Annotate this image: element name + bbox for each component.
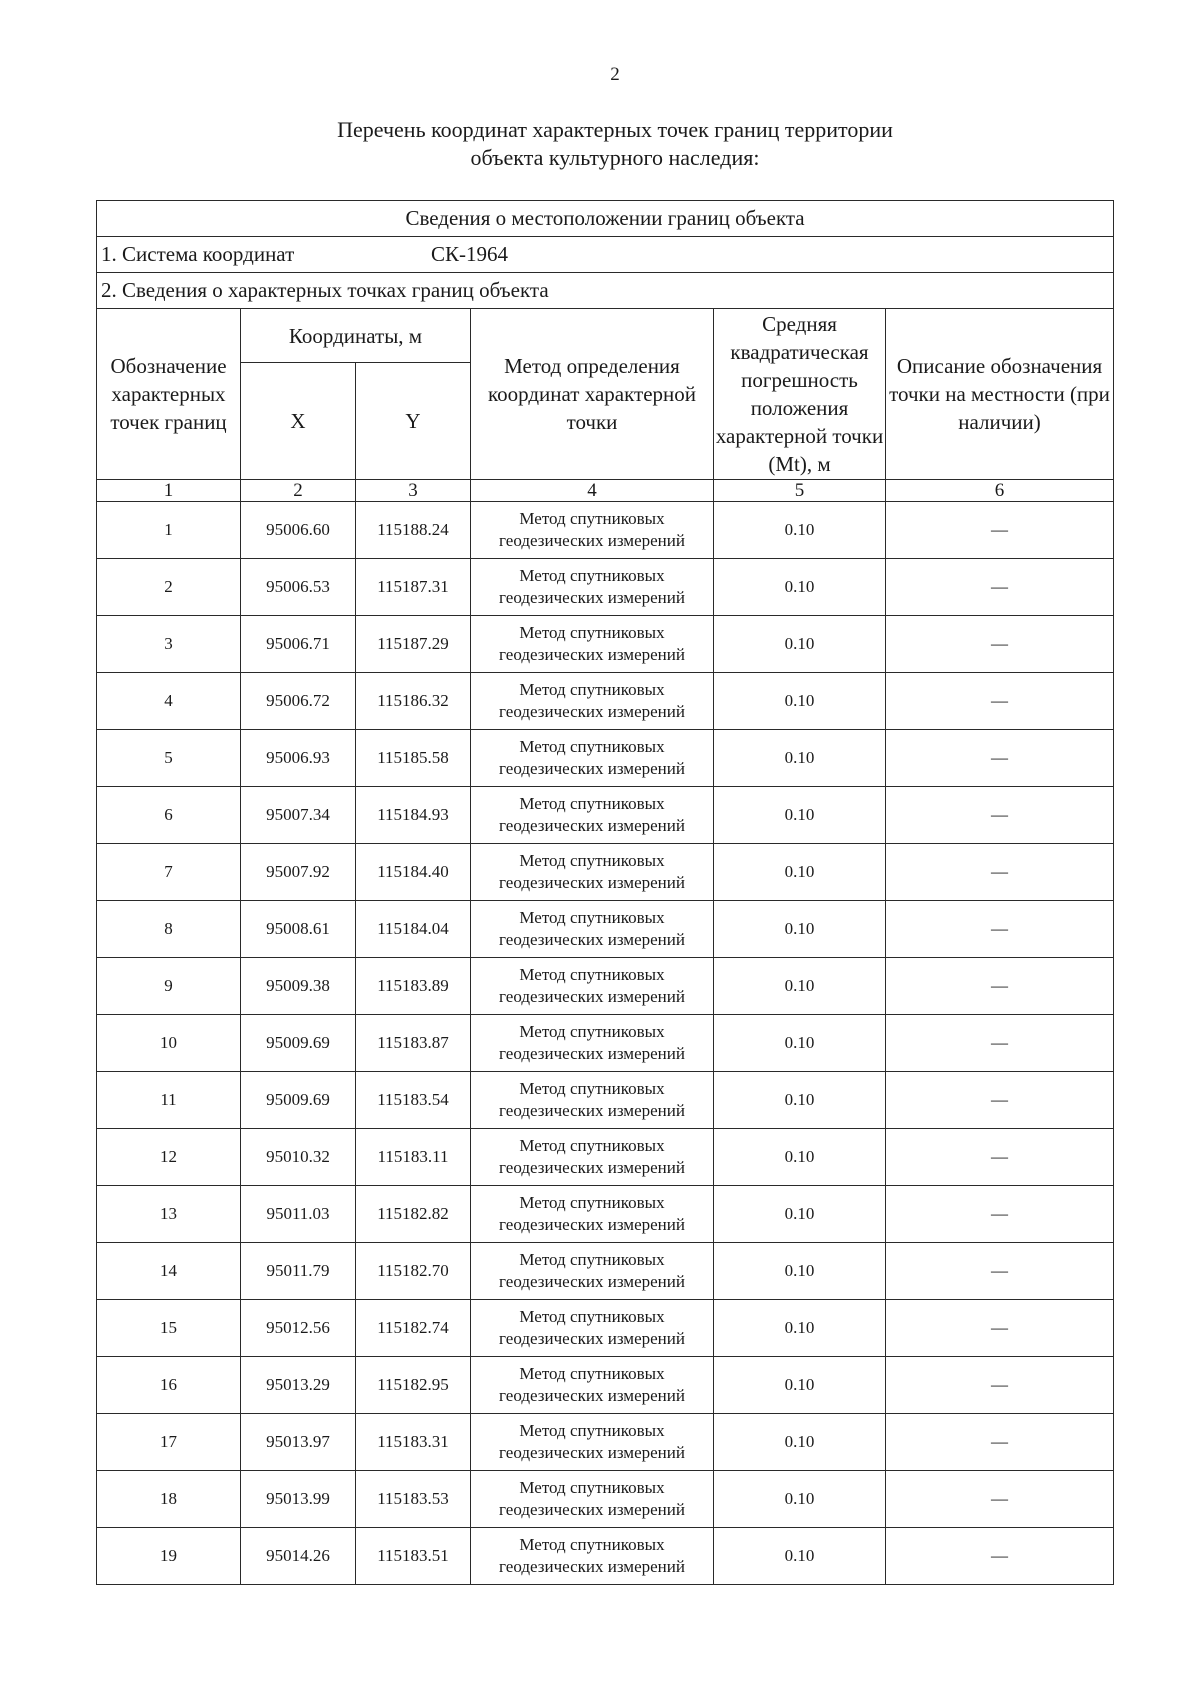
y-coordinate-cell: 115182.95 (356, 1357, 471, 1414)
description-cell: — (886, 1186, 1114, 1243)
description-cell: — (886, 730, 1114, 787)
column-number: 3 (356, 480, 471, 502)
point-number-cell: 11 (97, 1072, 241, 1129)
description-cell: — (886, 844, 1114, 901)
method-cell: Метод спутниковых геодезических измерений (471, 616, 714, 673)
point-number-cell: 4 (97, 673, 241, 730)
table-row (97, 844, 1114, 901)
table-row (97, 1015, 1114, 1072)
y-coordinate-cell: 115185.58 (356, 730, 471, 787)
mean-error-cell: 0.10 (714, 1414, 886, 1471)
points-section-label: 2. Сведения о характерных точках границ объекта (97, 273, 1114, 309)
points-section-row (97, 273, 1114, 309)
description-cell: — (886, 1414, 1114, 1471)
table-row (97, 1528, 1114, 1585)
y-coordinate-cell: 115182.74 (356, 1300, 471, 1357)
method-cell: Метод спутниковых геодезических измерений (471, 559, 714, 616)
y-coordinate-cell: 115184.40 (356, 844, 471, 901)
column-number: 4 (471, 480, 714, 502)
description-cell: — (886, 1015, 1114, 1072)
mean-error-cell: 0.10 (714, 1528, 886, 1585)
y-coordinate-cell: 115182.70 (356, 1243, 471, 1300)
table-row (97, 1414, 1114, 1471)
point-number-cell: 10 (97, 1015, 241, 1072)
header-method: Метод определения координат характерной точки (471, 309, 714, 480)
column-number: 5 (714, 480, 886, 502)
y-coordinate-cell: 115183.89 (356, 958, 471, 1015)
mean-error-cell: 0.10 (714, 502, 886, 559)
y-coordinate-cell: 115186.32 (356, 673, 471, 730)
point-number-cell: 7 (97, 844, 241, 901)
method-cell: Метод спутниковых геодезических измерений (471, 901, 714, 958)
y-coordinate-cell: 115183.53 (356, 1471, 471, 1528)
x-coordinate-cell: 95014.26 (241, 1528, 356, 1585)
description-cell: — (886, 673, 1114, 730)
x-coordinate-cell: 95006.72 (241, 673, 356, 730)
x-coordinate-cell: 95007.92 (241, 844, 356, 901)
point-number-cell: 19 (97, 1528, 241, 1585)
mean-error-cell: 0.10 (714, 1471, 886, 1528)
section-title: Сведения о местоположении границ объекта (97, 201, 1114, 237)
table-row (97, 730, 1114, 787)
x-coordinate-cell: 95013.99 (241, 1471, 356, 1528)
mean-error-cell: 0.10 (714, 1186, 886, 1243)
table-row (97, 1129, 1114, 1186)
table-row (97, 958, 1114, 1015)
coordinate-system-value: СК-1964 (431, 242, 509, 266)
x-coordinate-cell: 95009.69 (241, 1072, 356, 1129)
mean-error-cell: 0.10 (714, 1300, 886, 1357)
y-coordinate-cell: 115184.93 (356, 787, 471, 844)
method-cell: Метод спутниковых геодезических измерений (471, 1300, 714, 1357)
method-cell: Метод спутниковых геодезических измерений (471, 1414, 714, 1471)
method-cell: Метод спутниковых геодезических измерений (471, 1243, 714, 1300)
point-number-cell: 12 (97, 1129, 241, 1186)
coordinate-system-row (97, 237, 1114, 273)
description-cell: — (886, 502, 1114, 559)
mean-error-cell: 0.10 (714, 1129, 886, 1186)
method-cell: Метод спутниковых геодезических измерений (471, 1186, 714, 1243)
coordinate-system-label: 1. Система координат (101, 242, 295, 266)
x-coordinate-cell: 95006.71 (241, 616, 356, 673)
x-coordinate-cell: 95006.53 (241, 559, 356, 616)
header-point-designation: Обозначение характерных точек границ (97, 309, 241, 480)
point-number-cell: 5 (97, 730, 241, 787)
header-description: Описание обозначения точки на местности (при наличии) (886, 309, 1114, 480)
x-coordinate-cell: 95013.97 (241, 1414, 356, 1471)
y-coordinate-cell: 115183.11 (356, 1129, 471, 1186)
method-cell: Метод спутниковых геодезических измерений (471, 673, 714, 730)
description-cell: — (886, 1243, 1114, 1300)
y-coordinate-cell: 115183.87 (356, 1015, 471, 1072)
point-number-cell: 2 (97, 559, 241, 616)
table-row (97, 787, 1114, 844)
description-cell: — (886, 1471, 1114, 1528)
mean-error-cell: 0.10 (714, 730, 886, 787)
method-cell: Метод спутниковых геодезических измерений (471, 1129, 714, 1186)
x-coordinate-cell: 95008.61 (241, 901, 356, 958)
header-mean-error: Средняя квадратическая погрешность положения характерной точки (Mt), м (714, 309, 886, 480)
x-coordinate-cell: 95011.03 (241, 1186, 356, 1243)
method-cell: Метод спутниковых геодезических измерений (471, 1072, 714, 1129)
description-cell: — (886, 958, 1114, 1015)
description-cell: — (886, 616, 1114, 673)
y-coordinate-cell: 115183.31 (356, 1414, 471, 1471)
mean-error-cell: 0.10 (714, 1357, 886, 1414)
x-coordinate-cell: 95010.32 (241, 1129, 356, 1186)
description-cell: — (886, 1300, 1114, 1357)
description-cell: — (886, 1528, 1114, 1585)
mean-error-cell: 0.10 (714, 1072, 886, 1129)
point-number-cell: 14 (97, 1243, 241, 1300)
table-row (97, 1243, 1114, 1300)
x-coordinate-cell: 95006.60 (241, 502, 356, 559)
y-coordinate-cell: 115184.04 (356, 901, 471, 958)
mean-error-cell: 0.10 (714, 1015, 886, 1072)
page-number: 2 (610, 64, 620, 85)
column-number: 6 (886, 480, 1114, 502)
y-coordinate-cell: 115183.51 (356, 1528, 471, 1585)
table-row (97, 1072, 1114, 1129)
method-cell: Метод спутниковых геодезических измерений (471, 730, 714, 787)
point-number-cell: 18 (97, 1471, 241, 1528)
method-cell: Метод спутниковых геодезических измерений (471, 844, 714, 901)
method-cell: Метод спутниковых геодезических измерений (471, 1357, 714, 1414)
page-title-line-1: Перечень координат характерных точек границ территории (337, 117, 893, 142)
mean-error-cell: 0.10 (714, 616, 886, 673)
header-row-1 (97, 309, 1114, 363)
x-coordinate-cell: 95013.29 (241, 1357, 356, 1414)
mean-error-cell: 0.10 (714, 673, 886, 730)
coordinates-table (96, 200, 1114, 1585)
table-row (97, 1471, 1114, 1528)
table-row (97, 1357, 1114, 1414)
y-coordinate-cell: 115188.24 (356, 502, 471, 559)
x-coordinate-cell: 95011.79 (241, 1243, 356, 1300)
table-row (97, 559, 1114, 616)
description-cell: — (886, 1129, 1114, 1186)
table-row (97, 1300, 1114, 1357)
mean-error-cell: 0.10 (714, 901, 886, 958)
x-coordinate-cell: 95012.56 (241, 1300, 356, 1357)
column-number: 1 (97, 480, 241, 502)
point-number-cell: 17 (97, 1414, 241, 1471)
mean-error-cell: 0.10 (714, 958, 886, 1015)
coordinate-system-cell (97, 237, 1114, 273)
point-number-cell: 16 (97, 1357, 241, 1414)
method-cell: Метод спутниковых геодезических измерений (471, 958, 714, 1015)
method-cell: Метод спутниковых геодезических измерений (471, 1528, 714, 1585)
method-cell: Метод спутниковых геодезических измерений (471, 1015, 714, 1072)
point-number-cell: 9 (97, 958, 241, 1015)
description-cell: — (886, 1072, 1114, 1129)
column-number: 2 (241, 480, 356, 502)
description-cell: — (886, 901, 1114, 958)
mean-error-cell: 0.10 (714, 559, 886, 616)
section-title-row (97, 201, 1114, 237)
x-coordinate-cell: 95006.93 (241, 730, 356, 787)
x-coordinate-cell: 95007.34 (241, 787, 356, 844)
description-cell: — (886, 559, 1114, 616)
header-coordinates: Координаты, м (241, 309, 471, 363)
page-title (0, 116, 1200, 172)
mean-error-cell: 0.10 (714, 787, 886, 844)
table-row (97, 502, 1114, 559)
page-title-line-2: объекта культурного наследия: (470, 145, 760, 170)
point-number-cell: 1 (97, 502, 241, 559)
point-number-cell: 3 (97, 616, 241, 673)
y-coordinate-cell: 115183.54 (356, 1072, 471, 1129)
x-coordinate-cell: 95009.38 (241, 958, 356, 1015)
y-coordinate-cell: 115187.31 (356, 559, 471, 616)
point-number-cell: 6 (97, 787, 241, 844)
column-numbers-row (97, 480, 1114, 502)
point-number-cell: 13 (97, 1186, 241, 1243)
header-y: Y (356, 363, 471, 480)
x-coordinate-cell: 95009.69 (241, 1015, 356, 1072)
description-cell: — (886, 1357, 1114, 1414)
table-row (97, 1186, 1114, 1243)
method-cell: Метод спутниковых геодезических измерений (471, 502, 714, 559)
y-coordinate-cell: 115187.29 (356, 616, 471, 673)
table-row (97, 901, 1114, 958)
point-number-cell: 8 (97, 901, 241, 958)
method-cell: Метод спутниковых геодезических измерений (471, 787, 714, 844)
header-x: X (241, 363, 356, 480)
method-cell: Метод спутниковых геодезических измерений (471, 1471, 714, 1528)
point-number-cell: 15 (97, 1300, 241, 1357)
table-row (97, 673, 1114, 730)
mean-error-cell: 0.10 (714, 844, 886, 901)
mean-error-cell: 0.10 (714, 1243, 886, 1300)
y-coordinate-cell: 115182.82 (356, 1186, 471, 1243)
description-cell: — (886, 787, 1114, 844)
table-row (97, 616, 1114, 673)
